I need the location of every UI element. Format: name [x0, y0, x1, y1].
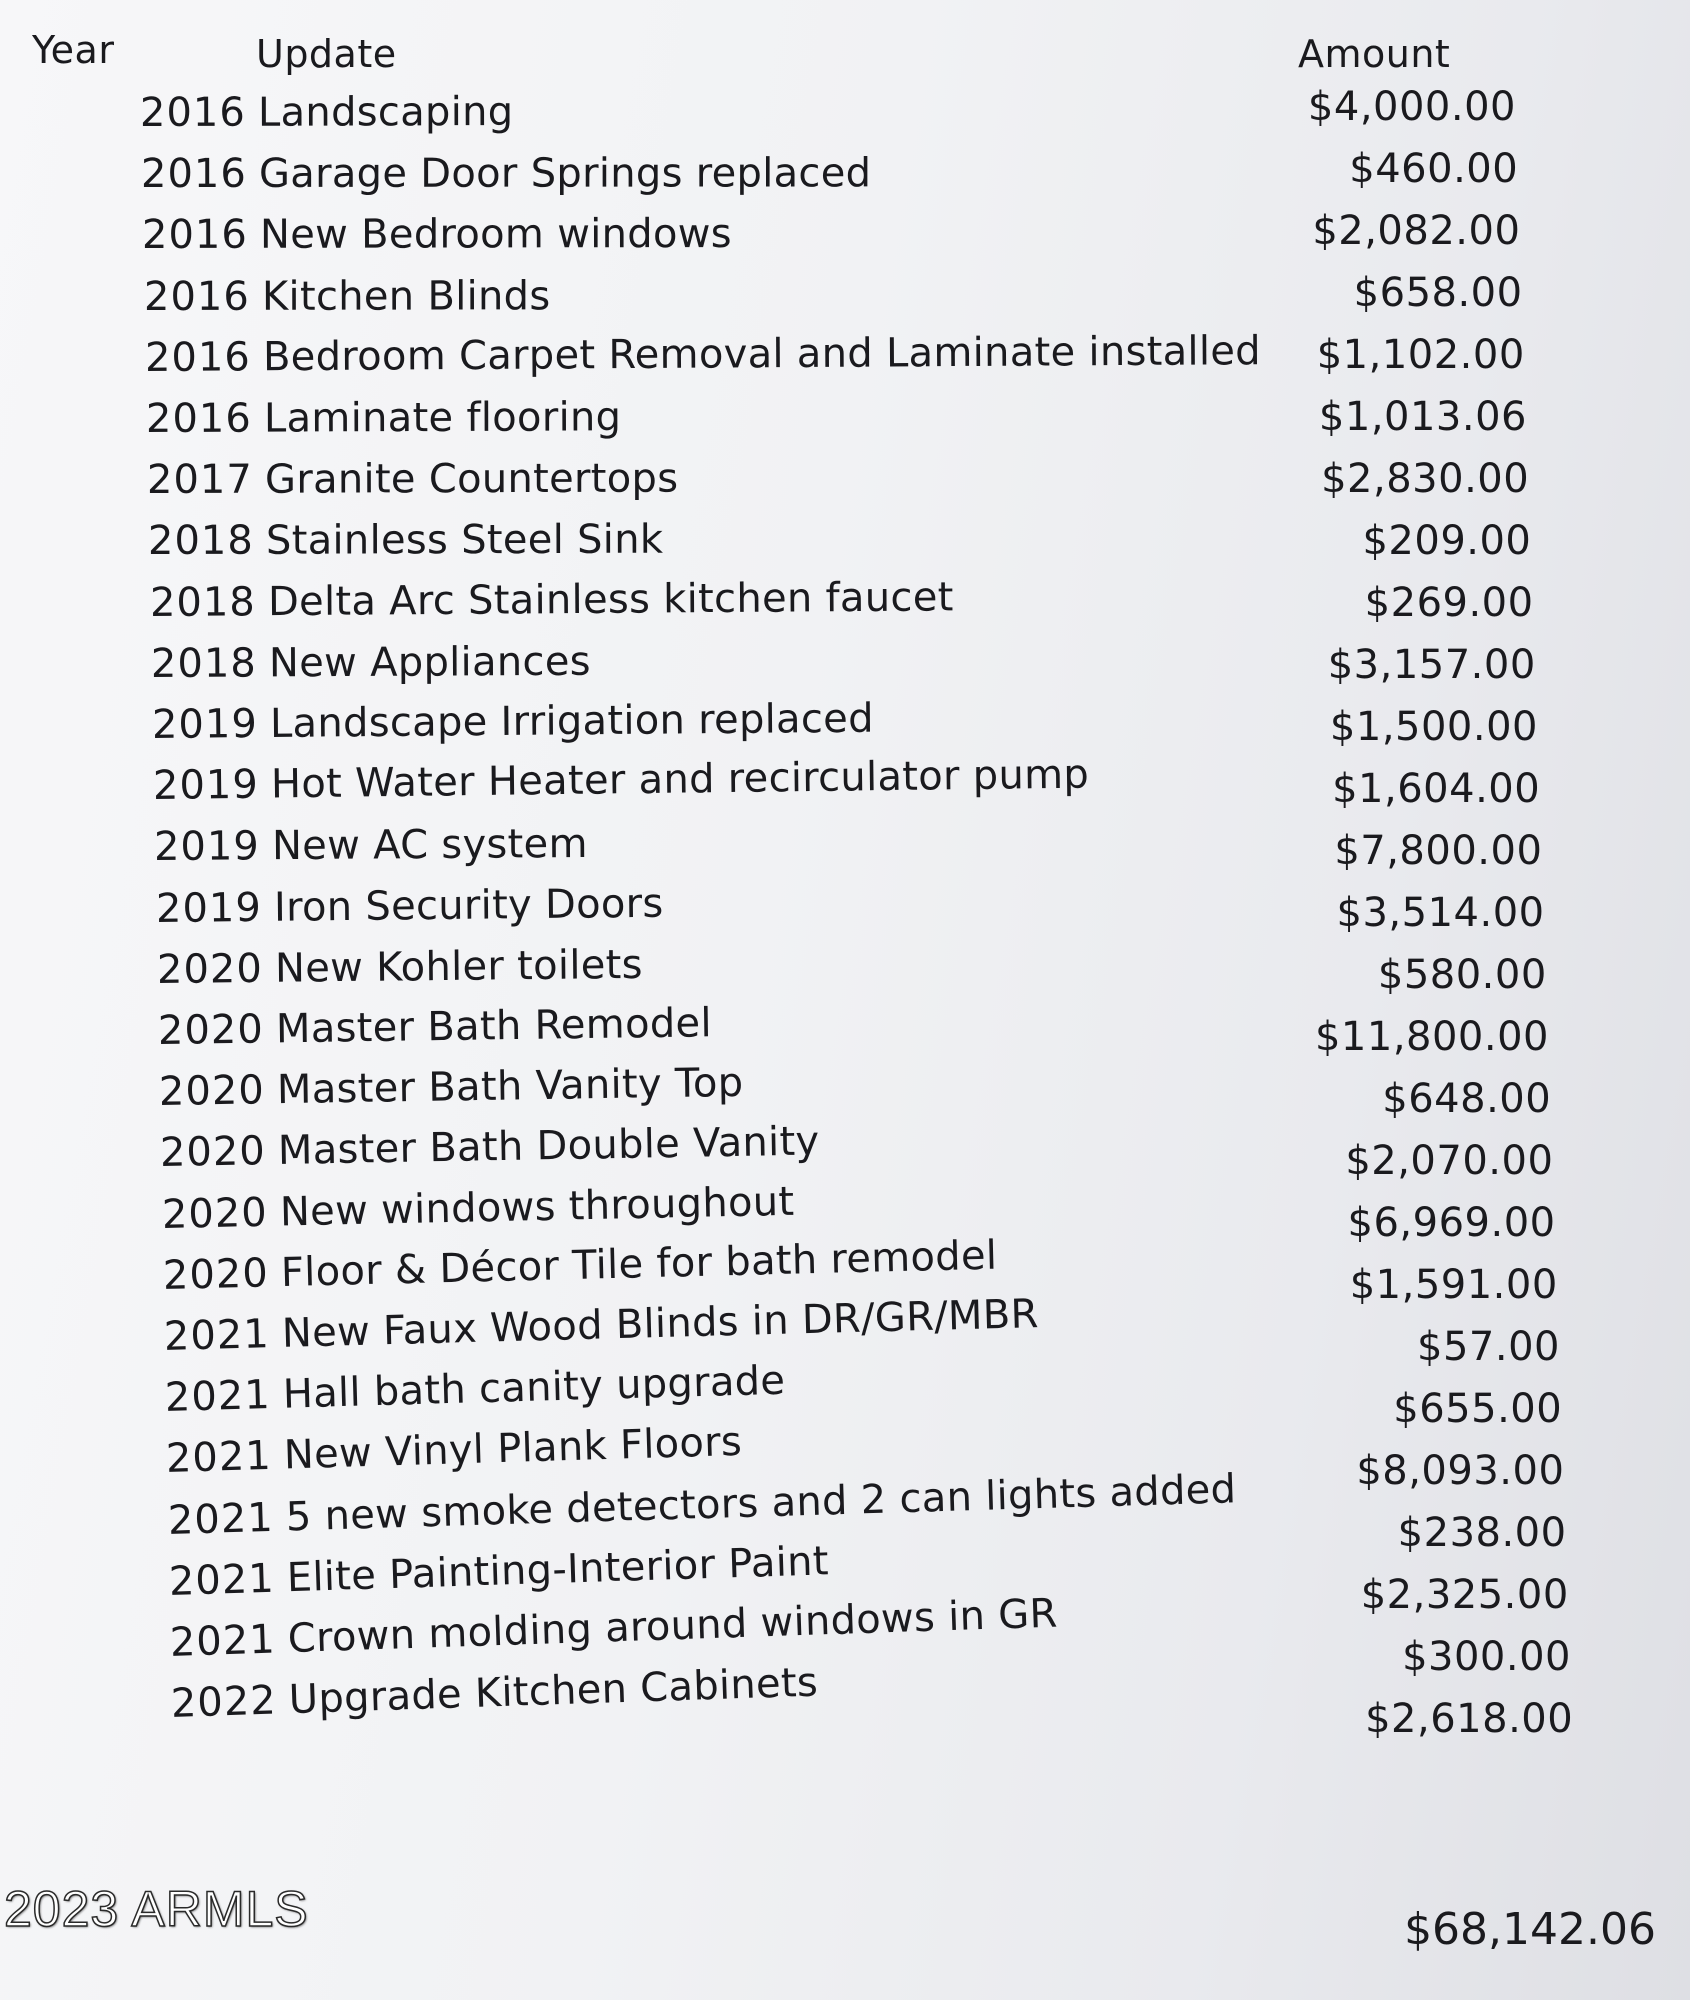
row-update: Iron Security Doors [273, 880, 664, 931]
row-update: Hot Water Heater and recirculator pump [270, 751, 1090, 808]
row-update: Bedroom Carpet Removal and Laminate installed [262, 327, 1261, 381]
row-amount: $1,591.00 [1349, 1262, 1558, 1308]
row-year: 2020 [156, 945, 263, 993]
row-amount: $11,800.00 [1314, 1014, 1549, 1060]
row-year: 2021 [164, 1372, 272, 1422]
total-amount: $68,142.06 [1404, 1904, 1656, 1955]
row-update: Master Bath Remodel [275, 1000, 713, 1053]
row-amount: $7,800.00 [1334, 828, 1543, 874]
row-update: Floor & Décor Tile for bath remodel [280, 1232, 998, 1296]
row-update: New AC system [272, 821, 589, 870]
row-update: New Faux Wood Blinds in DR/GR/MBR [281, 1291, 1040, 1357]
row-amount: $57.00 [1417, 1324, 1560, 1370]
row-update: Master Bath Vanity Top [276, 1060, 744, 1114]
row-amount: $648.00 [1382, 1076, 1552, 1122]
row-amount: $1,013.06 [1318, 394, 1527, 440]
row-amount: $209.00 [1362, 518, 1532, 564]
row-update: Garage Door Springs replaced [259, 150, 872, 198]
row-update: Kitchen Blinds [261, 272, 551, 320]
row-update: New windows throughout [279, 1178, 795, 1236]
table-row [168, 1538, 830, 1609]
row-year: 2016 [145, 395, 252, 442]
table-row [166, 1465, 1237, 1548]
table-row [159, 1118, 821, 1180]
table-row [156, 941, 643, 997]
row-year: 2021 [165, 1433, 273, 1483]
watermark: 2023 ARMLS [4, 1881, 309, 1937]
row-amount: $269.00 [1364, 580, 1534, 626]
row-year: 2016 [144, 334, 251, 381]
row-year: 2018 [149, 578, 256, 626]
row-year: 2020 [159, 1128, 267, 1177]
row-year: 2016 [142, 212, 249, 259]
row-update: Hall bath canity upgrade [282, 1357, 787, 1418]
row-amount: $655.00 [1393, 1386, 1563, 1432]
table-row [162, 1232, 998, 1303]
row-year: 2020 [161, 1189, 268, 1238]
row-update: Stainless Steel Sink [266, 517, 664, 565]
row-update: Upgrade Kitchen Cabinets [288, 1659, 819, 1724]
row-update: Master Bath Double Vanity [277, 1118, 821, 1175]
row-year: 2018 [150, 640, 257, 687]
row-update: Landscape Irrigation replaced [269, 695, 874, 747]
row-update: New Bedroom windows [260, 211, 733, 259]
amount-column-header: Amount [1298, 32, 1451, 76]
table-row [157, 1000, 713, 1058]
row-amount: $1,604.00 [1332, 766, 1541, 812]
row-amount: $4,000.00 [1307, 84, 1516, 130]
row-update: New Vinyl Plank Floors [283, 1419, 744, 1479]
row-update: Granite Countertops [265, 455, 679, 503]
row-update: Landscaping [257, 89, 514, 136]
table-row [158, 1060, 744, 1119]
row-year: 2016 [143, 273, 250, 320]
row-amount: $658.00 [1353, 270, 1523, 316]
row-amount: $300.00 [1402, 1634, 1571, 1680]
row-year: 2019 [155, 884, 262, 932]
table-row [170, 1659, 819, 1731]
table-row [169, 1590, 1059, 1670]
table-row [155, 880, 664, 936]
row-amount: $8,093.00 [1356, 1448, 1565, 1494]
year-column-header: Year [32, 28, 115, 72]
row-update: New Appliances [268, 638, 591, 687]
row-year: 2016 [139, 89, 246, 136]
row-amount: $2,070.00 [1345, 1138, 1554, 1184]
row-update: 5 new smoke detectors and 2 can lights added [284, 1465, 1237, 1541]
row-update: Crown molding around windows in GR [287, 1590, 1059, 1663]
row-amount: $1,500.00 [1329, 704, 1538, 750]
row-year: 2019 [154, 823, 261, 871]
row-amount: $3,514.00 [1336, 890, 1545, 936]
row-year: 2020 [158, 1067, 266, 1116]
row-update: Elite Painting-Interior Paint [285, 1538, 830, 1602]
row-update: New Kohler toilets [274, 941, 643, 992]
row-year: 2021 [168, 1555, 276, 1605]
row-amount: $2,325.00 [1360, 1572, 1569, 1618]
row-amount: $6,969.00 [1347, 1200, 1556, 1246]
row-year: 2016 [141, 151, 248, 198]
table-row [165, 1419, 744, 1486]
row-amount: $2,830.00 [1321, 456, 1530, 502]
row-update: Delta Arc Stainless kitchen faucet [267, 573, 954, 625]
row-update: Laminate flooring [263, 394, 622, 442]
table-row [164, 1357, 787, 1425]
row-amount: $1,102.00 [1316, 332, 1525, 378]
row-year: 2021 [166, 1494, 274, 1544]
row-year: 2019 [151, 701, 258, 748]
row-year: 2021 [169, 1616, 277, 1666]
row-year: 2020 [162, 1250, 270, 1299]
row-amount: $2,618.00 [1365, 1696, 1574, 1742]
row-year: 2018 [148, 518, 255, 565]
row-amount: $580.00 [1377, 952, 1547, 998]
row-year: 2020 [157, 1006, 265, 1054]
row-year: 2022 [170, 1677, 278, 1728]
table-row [163, 1291, 1040, 1364]
table-row [152, 751, 1090, 813]
row-year: 2021 [163, 1311, 271, 1360]
row-amount: $238.00 [1397, 1510, 1567, 1556]
row-amount: $3,157.00 [1327, 642, 1536, 688]
row-amount: $460.00 [1349, 146, 1519, 192]
table-row [161, 1178, 795, 1242]
row-amount: $2,082.00 [1312, 208, 1521, 254]
row-year: 2017 [147, 456, 254, 504]
update-column-header: Update [256, 32, 397, 76]
row-year: 2019 [152, 761, 260, 810]
